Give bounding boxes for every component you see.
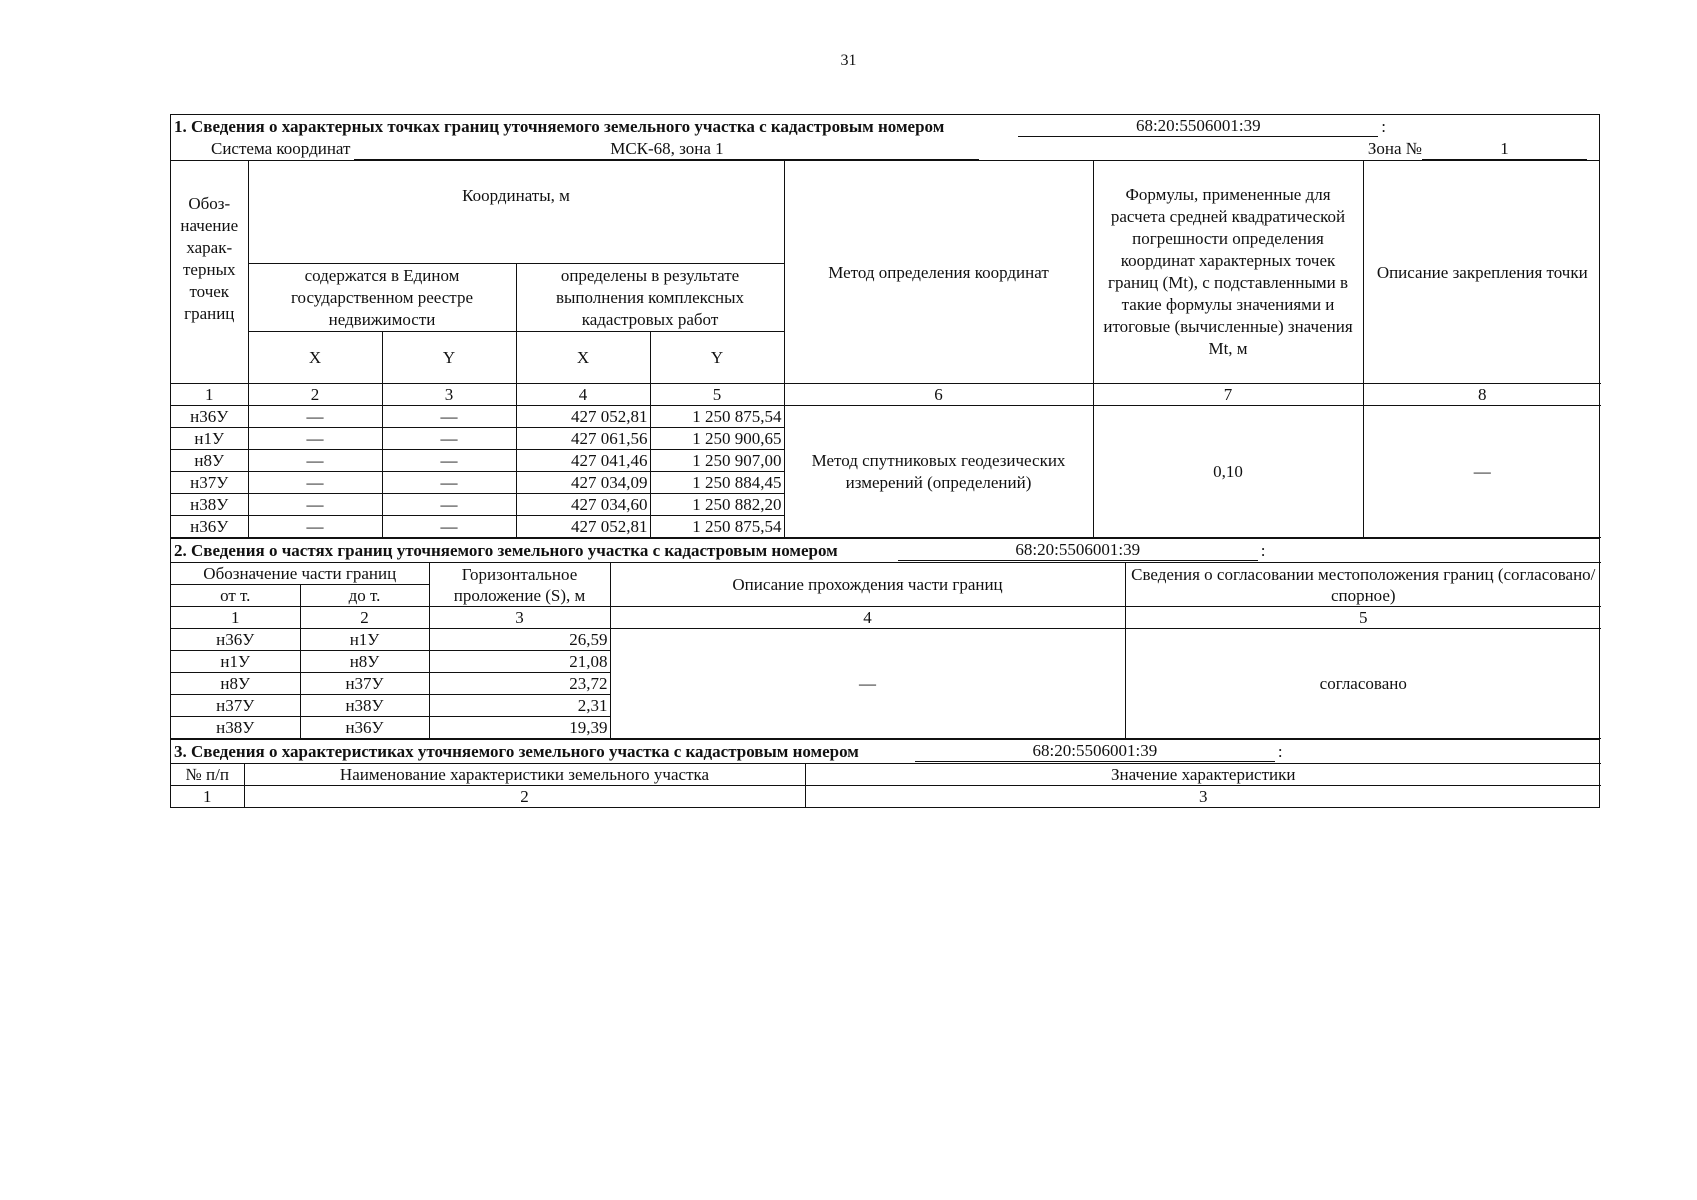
header-determined: определены в результате выполнения комплексных кадастровых работ — [516, 264, 784, 332]
section-2 — [170, 538, 1600, 739]
section-3-title: 3. Сведения о характеристиках уточняемого земельного участка с кадастровым номером — [174, 741, 859, 761]
agreement-value: согласовано — [1125, 629, 1601, 739]
header-x-determined: X — [516, 332, 650, 384]
header-from: от т. — [171, 585, 300, 607]
header-in-registry: содержатся в Едином государственном реестре недвижимости — [248, 264, 516, 332]
col-number: 8 — [1363, 384, 1601, 406]
header-fixing: Описание закрепления точки — [1363, 161, 1601, 384]
section-1-cadastral-number: 68:20:5506001:39 — [1018, 116, 1378, 137]
section-1-table — [171, 161, 1601, 538]
horizontal-value: 2,31 — [429, 695, 610, 717]
point-name: н37У — [171, 472, 248, 494]
method-value: Метод спутниковых геодезических измерений (определений) — [784, 406, 1093, 538]
page-number: 31 — [840, 52, 857, 69]
section-2-caption — [171, 539, 1599, 562]
y-value: 1 250 875,54 — [650, 516, 784, 538]
section-3-caption — [171, 740, 1599, 763]
col-number: 7 — [1093, 384, 1363, 406]
x-registry: — — [248, 406, 382, 428]
y-registry: — — [382, 450, 516, 472]
y-registry: — — [382, 406, 516, 428]
x-registry: — — [248, 516, 382, 538]
point-name: н1У — [171, 428, 248, 450]
x-value: 427 061,56 — [516, 428, 650, 450]
section-3-table — [171, 763, 1601, 807]
section-2-title: 2. Сведения о частях границ уточняемого земельного участка с кадастровым номером — [174, 540, 838, 560]
cadastral-sheet — [170, 114, 1600, 808]
section-2-colon: : — [1260, 540, 1266, 560]
header-agreement: Сведения о согласовании местоположения границ (согласовано/спорное) — [1125, 563, 1601, 607]
header-x-registry: X — [248, 332, 382, 384]
col-number: 3 — [805, 786, 1601, 808]
y-value: 1 250 875,54 — [650, 406, 784, 428]
x-registry: — — [248, 494, 382, 516]
x-value: 427 034,09 — [516, 472, 650, 494]
x-registry: — — [248, 428, 382, 450]
x-value: 427 052,81 — [516, 406, 650, 428]
header-to: до т. — [300, 585, 429, 607]
header-horizontal: Горизонтальное проложение (S), м — [429, 563, 610, 607]
section-1-caption — [171, 115, 1599, 138]
y-registry: — — [382, 516, 516, 538]
header-y-determined: Y — [650, 332, 784, 384]
horizontal-value: 21,08 — [429, 651, 610, 673]
col-number: 5 — [650, 384, 784, 406]
section-1-column-numbers — [171, 384, 1601, 406]
section-1-colon: : — [1381, 116, 1387, 136]
from-point: н36У — [171, 629, 300, 651]
from-point: н37У — [171, 695, 300, 717]
y-registry: — — [382, 428, 516, 450]
point-name: н36У — [171, 406, 248, 428]
col-number: 1 — [171, 384, 248, 406]
col-number: 4 — [516, 384, 650, 406]
col-number: 2 — [244, 786, 805, 808]
table-row — [171, 406, 1601, 428]
section-3-column-numbers — [171, 786, 1601, 808]
from-point: н1У — [171, 651, 300, 673]
section-2-table — [171, 562, 1601, 739]
point-name: н8У — [171, 450, 248, 472]
header-designation: Обоз-начение харак-терных точек границ — [171, 161, 248, 384]
x-value: 427 052,81 — [516, 516, 650, 538]
y-value: 1 250 907,00 — [650, 450, 784, 472]
col-number: 1 — [171, 607, 300, 629]
y-value: 1 250 882,20 — [650, 494, 784, 516]
header-method: Метод определения координат — [784, 161, 1093, 384]
section-3-cadastral-number: 68:20:5506001:39 — [915, 741, 1275, 762]
mt-value: 0,10 — [1093, 406, 1363, 538]
from-point: н8У — [171, 673, 300, 695]
x-value: 427 034,60 — [516, 494, 650, 516]
header-formulas: Формулы, примененные для расчета средней квадратической погрешности определения координат характерных точек границ (Mt), с подставленными в такие формулы значениями и итоговые (вычисленные) значения Mt, м — [1093, 161, 1363, 384]
fixing-value: — — [1363, 406, 1601, 538]
header-value: Значение характеристики — [805, 764, 1601, 786]
header-description: Описание прохождения части границ — [610, 563, 1125, 607]
col-number: 5 — [1125, 607, 1601, 629]
section-3 — [170, 739, 1600, 808]
col-number: 1 — [171, 786, 244, 808]
to-point: н1У — [300, 629, 429, 651]
horizontal-value: 26,59 — [429, 629, 610, 651]
coord-system-value: МСК-68, зона 1 — [354, 139, 979, 160]
col-number: 4 — [610, 607, 1125, 629]
header-no: № п/п — [171, 764, 244, 786]
horizontal-value: 19,39 — [429, 717, 610, 739]
x-registry: — — [248, 450, 382, 472]
section-2-column-numbers — [171, 607, 1601, 629]
section-1-title: 1. Сведения о характерных точках границ уточняемого земельного участка с кадастровым номером — [174, 116, 945, 136]
col-number: 6 — [784, 384, 1093, 406]
coord-system-label: Система координат — [211, 139, 351, 158]
y-value: 1 250 884,45 — [650, 472, 784, 494]
col-number: 2 — [300, 607, 429, 629]
col-number: 3 — [382, 384, 516, 406]
section-3-colon: : — [1277, 741, 1283, 761]
x-registry: — — [248, 472, 382, 494]
to-point: н8У — [300, 651, 429, 673]
y-registry: — — [382, 494, 516, 516]
point-name: н36У — [171, 516, 248, 538]
x-value: 427 041,46 — [516, 450, 650, 472]
horizontal-value: 23,72 — [429, 673, 610, 695]
to-point: н38У — [300, 695, 429, 717]
col-number: 2 — [248, 384, 382, 406]
y-registry: — — [382, 472, 516, 494]
header-y-registry: Y — [382, 332, 516, 384]
point-name: н38У — [171, 494, 248, 516]
col-number: 3 — [429, 607, 610, 629]
to-point: н36У — [300, 717, 429, 739]
header-name: Наименование характеристики земельного участка — [244, 764, 805, 786]
to-point: н37У — [300, 673, 429, 695]
section-2-cadastral-number: 68:20:5506001:39 — [898, 540, 1258, 561]
description-value: — — [610, 629, 1125, 739]
coordinate-system-row — [171, 138, 1599, 161]
table-row — [171, 629, 1601, 651]
header-coordinates: Координаты, м — [248, 161, 784, 264]
from-point: н38У — [171, 717, 300, 739]
section-1 — [170, 114, 1600, 538]
y-value: 1 250 900,65 — [650, 428, 784, 450]
zone-label: Зона № — [1367, 139, 1422, 158]
header-part-designation: Обозначение части границ — [171, 563, 429, 585]
zone-value: 1 — [1422, 139, 1587, 160]
